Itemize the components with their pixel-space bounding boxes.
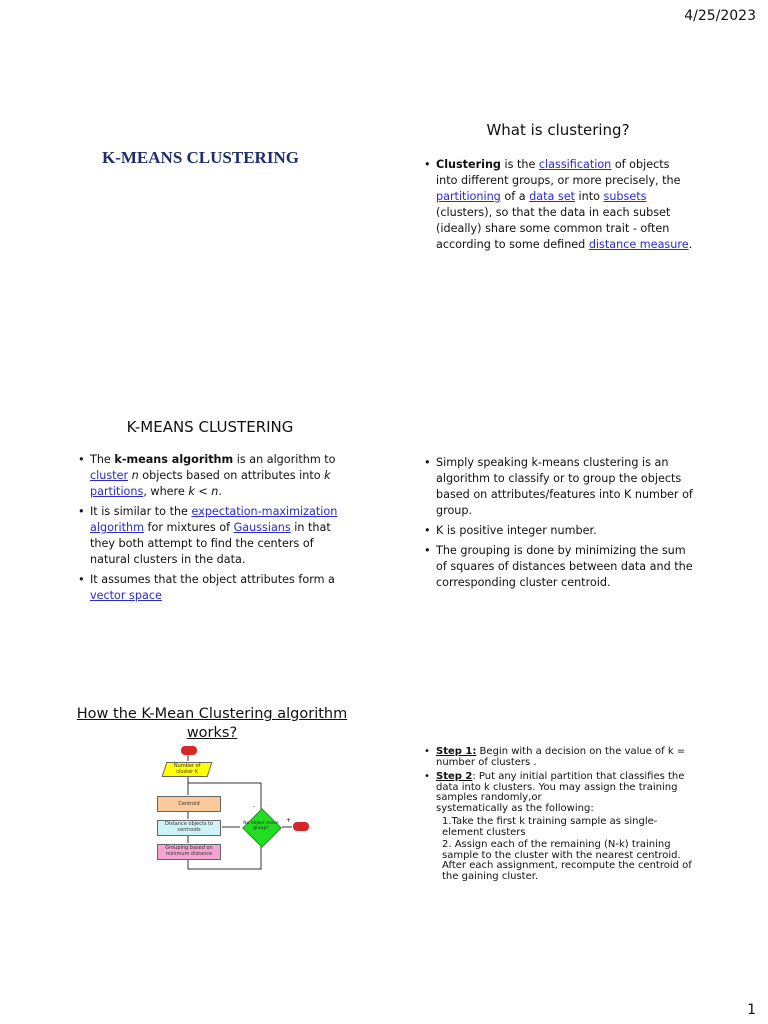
list-item: • Step 2: Put any initial partition that classifies the data into k clusters. You may assign the training samples randomly,or <box>422 772 694 804</box>
slide3-title: K-MEANS CLUSTERING <box>126 418 294 436</box>
flow-number-of-clusters: Number of cluster K <box>162 762 213 777</box>
link-subsets[interactable]: subsets <box>603 190 647 203</box>
flow-end: End <box>293 822 309 831</box>
slide3-bullets <box>76 452 338 608</box>
list-item: • Simply speaking k-means clustering is an algorithm to classify or to group the objects based on attributes/features into K number of group. <box>422 455 694 519</box>
date: 4/25/2023 <box>684 8 756 24</box>
flowchart <box>150 743 320 873</box>
link-expectation-maximization[interactable]: expectation-maximization algorithm <box>90 505 338 534</box>
slide2-title: What is clustering? <box>486 121 630 139</box>
page-number: 1 <box>747 1002 756 1018</box>
list-item: 2. Assign each of the remaining (N-k) training sample to the cluster with the nearest centroid. After each assignment, recompute the centroid of the gaining cluster. <box>442 839 692 882</box>
flow-grouping: Grouping based on minimum distance <box>157 844 221 860</box>
slide1-title: K-MEANS CLUSTERING <box>102 148 299 167</box>
link-cluster[interactable]: cluster <box>90 469 129 482</box>
link-data-set[interactable]: data set <box>529 190 575 203</box>
slide2-bullets <box>422 157 694 257</box>
link-partitions[interactable]: partitions <box>90 485 144 498</box>
list-item: • Clustering is the classification of objects into different groups, or more precisely, the partitioning of a data set into subsets (clusters), so that the data in each subset (ideally) share some common trait - often according to some defined distance measure. <box>422 157 694 253</box>
flow-plus-label: + <box>286 817 292 824</box>
slide6-content <box>422 747 694 884</box>
flow-minus-label: - <box>253 803 256 810</box>
list-item: 1.Take the first k training sample as single-element clusters <box>442 816 658 838</box>
link-gaussians[interactable]: Gaussians <box>233 521 291 534</box>
slide4-bullets <box>422 455 694 595</box>
link-partitioning[interactable]: partitioning <box>436 190 501 203</box>
link-distance-measure[interactable]: distance measure <box>588 238 689 251</box>
link-classification[interactable]: classification <box>538 158 612 171</box>
flow-centroid: Centroid <box>157 796 221 812</box>
slide5-title: How the K-Mean Clustering algorithm works? <box>76 706 348 741</box>
flow-decision-label: No object move group? <box>243 821 279 831</box>
list-item: • It assumes that the object attributes form a vector space <box>76 572 338 604</box>
list-item: • K is positive integer number. <box>422 523 694 539</box>
list-item: • Step 1: Begin with a decision on the value of k = number of clusters . <box>422 747 694 768</box>
link-vector-space[interactable]: vector space <box>90 589 162 602</box>
list-item: • It is similar to the expectation-maximization algorithm for mixtures of Gaussians in that they both attempt to find the centers of natural clusters in the data. <box>76 504 338 568</box>
list-item: • The k-means algorithm is an algorithm to cluster n objects based on attributes into k partitions, where k < n. <box>76 452 338 500</box>
step2-continuation: systematically as the following: <box>436 802 594 814</box>
flow-start: Start <box>181 746 197 755</box>
flow-distance: Distance objects to centroids <box>157 820 221 836</box>
list-item: • The grouping is done by minimizing the sum of squares of distances between data and the corresponding cluster centroid. <box>422 543 694 591</box>
slide6-steps <box>422 747 694 804</box>
step2-sublist <box>422 817 694 882</box>
